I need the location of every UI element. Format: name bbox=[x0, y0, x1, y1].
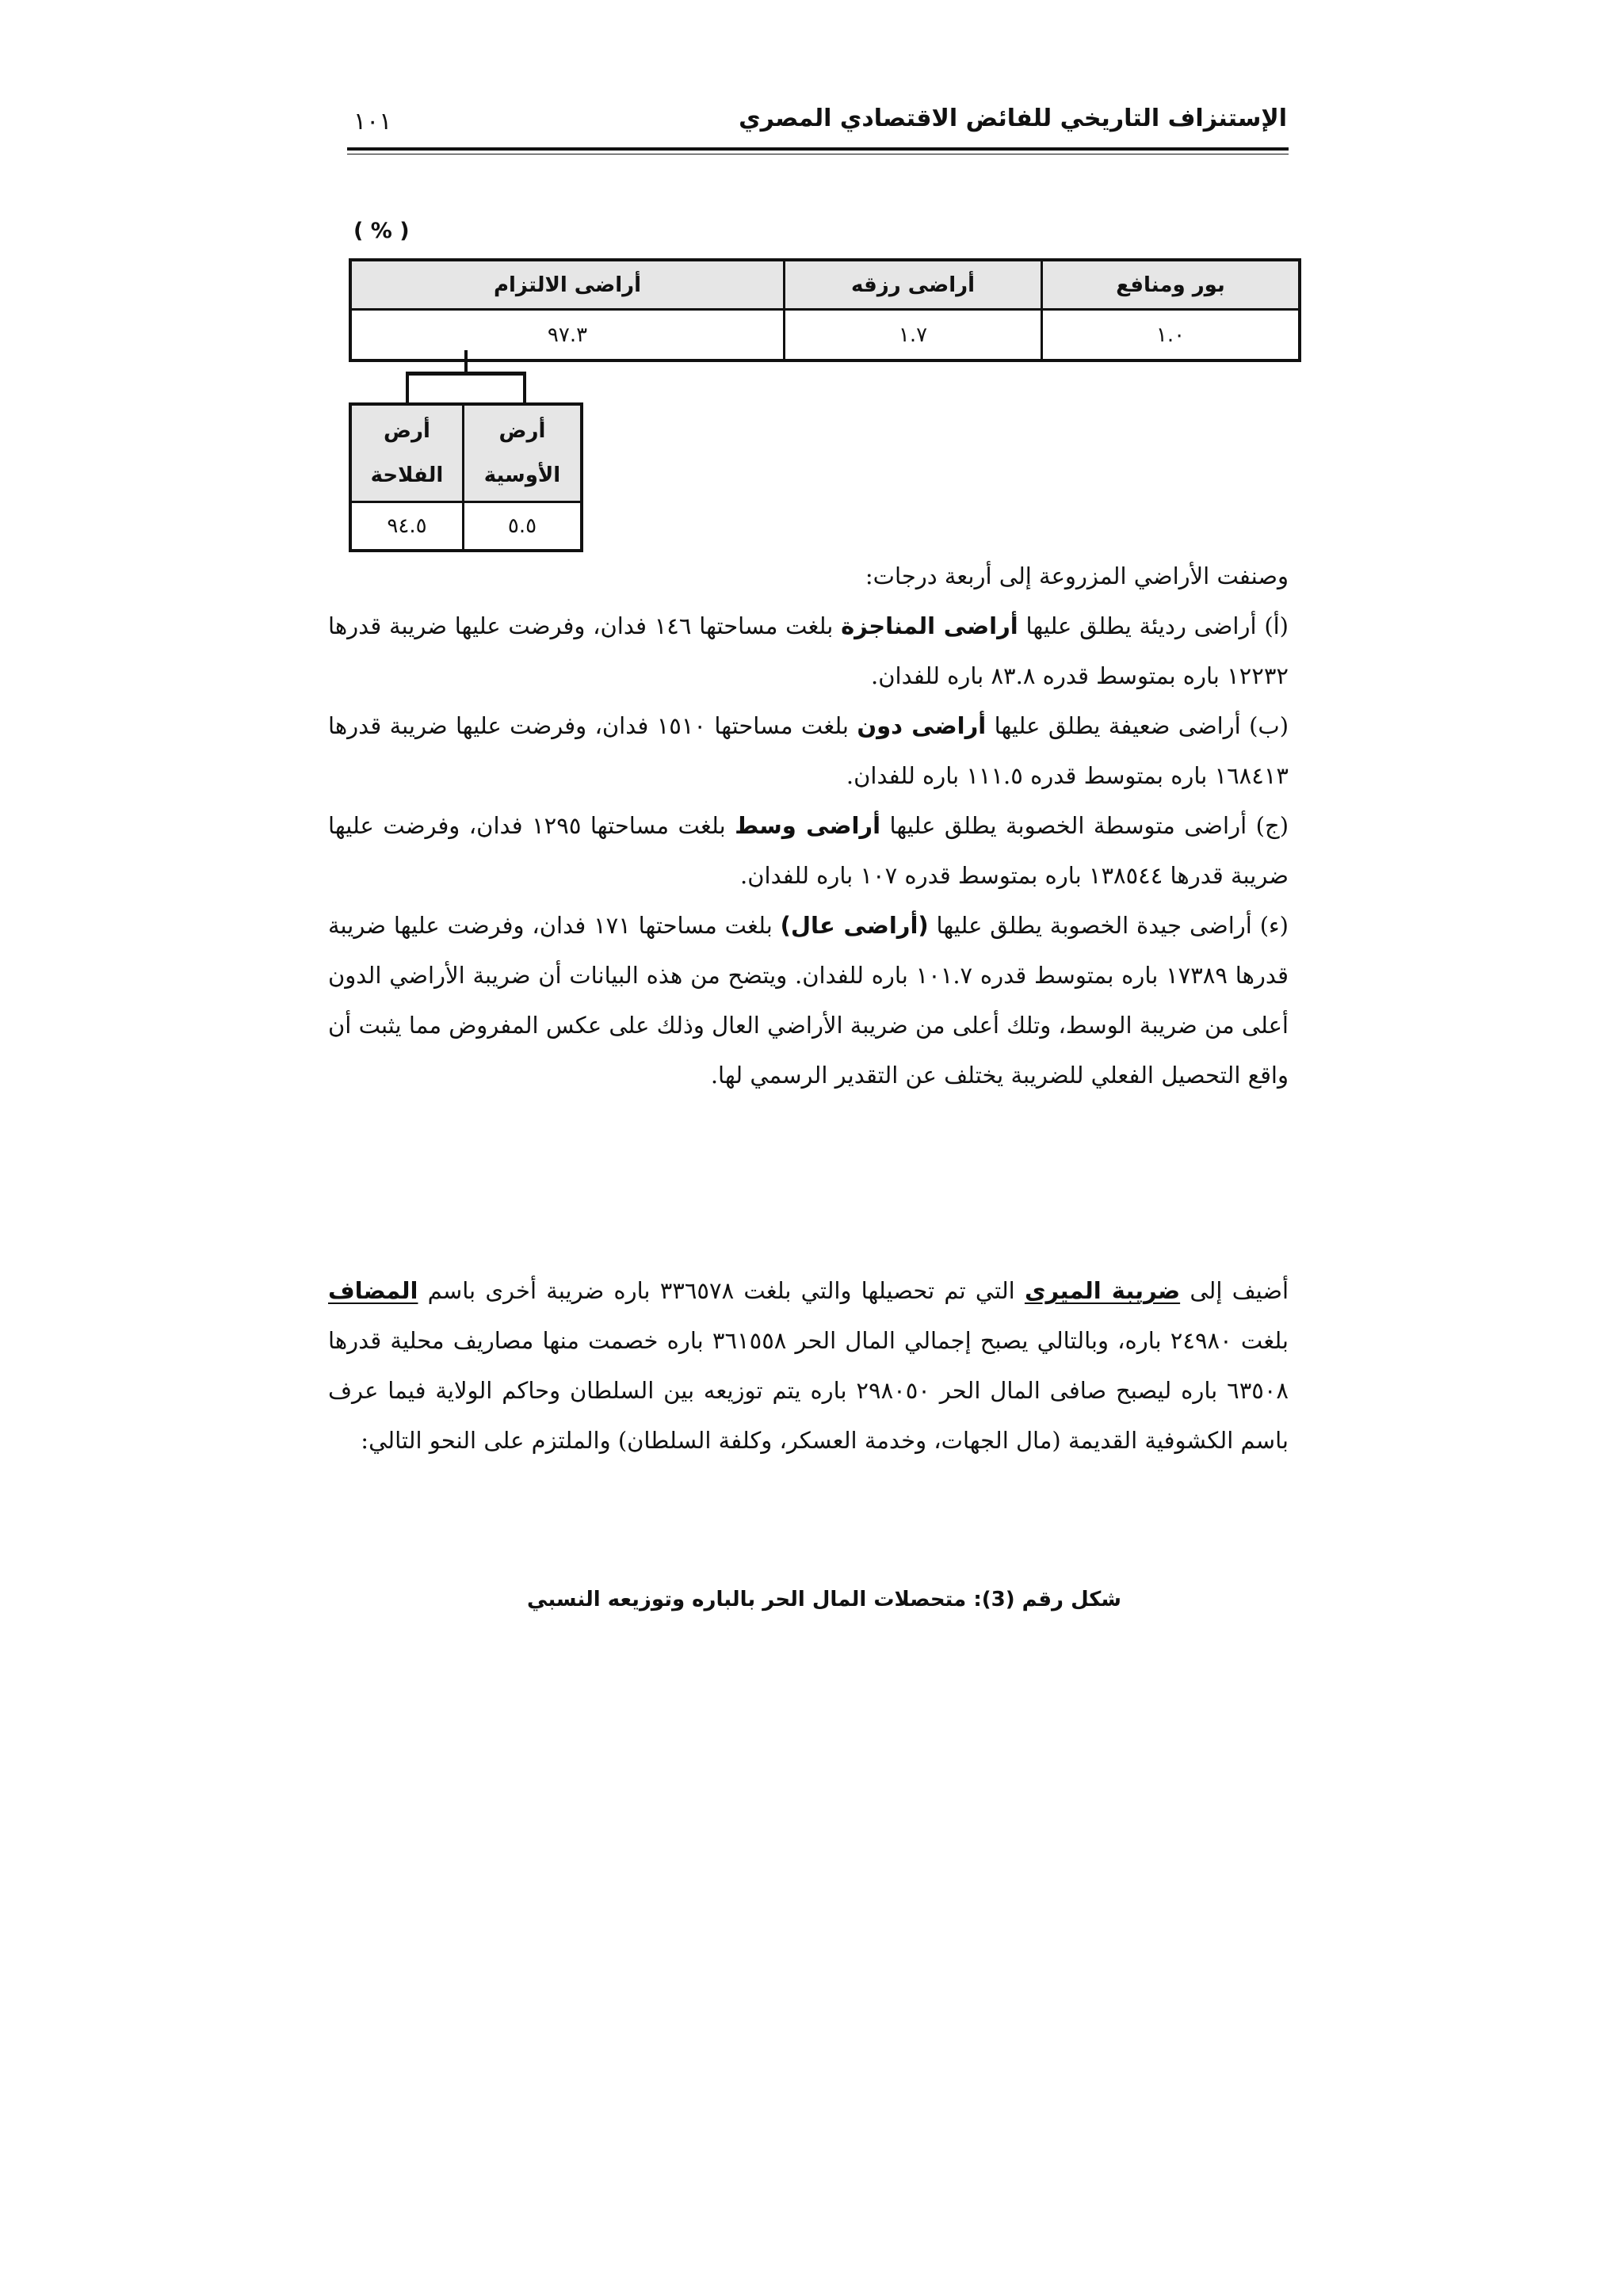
sub-table-header-row bbox=[350, 404, 582, 502]
table-cell: ٩٧.٣ bbox=[350, 310, 785, 361]
category-a-paragraph bbox=[328, 601, 1289, 701]
sub-header-line: أرض bbox=[498, 419, 546, 443]
page-number: ١٠١ bbox=[353, 108, 392, 135]
sub-table-row bbox=[350, 502, 582, 551]
category-a-term: أراضى المناجزة bbox=[841, 612, 1018, 639]
category-a-prefix: (أ) أراضى رديئة يطلق عليها bbox=[1018, 612, 1289, 639]
running-header-title: الإستنزاف التاريخي للفائض الاقتصادي المصري bbox=[739, 105, 1287, 132]
connector-stem bbox=[464, 350, 468, 373]
sub-header-line: أرض bbox=[384, 419, 430, 443]
sub-header-line: الفلاحة bbox=[370, 463, 444, 487]
category-b-text: بلغت مساحتها ١٥١٠ فدان، وفرضت عليها ضريبة قدرها ١٦٨٤١٣ باره بمتوسط قدره ١١١.٥ باره للفدان. bbox=[328, 712, 1289, 789]
table-cell: ١.٠ bbox=[1042, 310, 1300, 361]
figure-caption: شكل رقم (3): متحصلات المال الحر بالباره وتوزيعه النسبي bbox=[527, 1588, 1121, 1611]
category-c-prefix: (ج) أراضى متوسطة الخصوبة يطلق عليها bbox=[880, 812, 1289, 839]
free-money-text bbox=[328, 1266, 1289, 1466]
free-money-text-3: بلغت ٢٤٩٨٠ باره، وبالتالي يصبح إجمالي المال الحر ٣٦١٥٥٨ باره خصمت منها مصاريف محلية قدرها ٦٣٥٠٨ باره ليصبح صافى المال الحر ٢٩٨٠٥٠ باره يتم توزيعه بين السلطان وحاكم الولاية فيما عرف باسم الكشوفية القديمة (مال الجهات، وخدمة العسكر، وكلفة السلطان) والملتزم على النحو التالي: bbox=[328, 1327, 1289, 1454]
category-b-prefix: (ب) أراضى ضعيفة يطلق عليها bbox=[986, 712, 1289, 739]
sub-header-line: الأوسية bbox=[483, 463, 561, 487]
table-row bbox=[350, 310, 1300, 361]
mudaf-term: المضاف bbox=[328, 1277, 418, 1304]
sub-column-header bbox=[463, 404, 582, 502]
connector-bar bbox=[406, 372, 526, 376]
header-rule bbox=[347, 147, 1289, 154]
category-d-prefix: (ء) أراضى جيدة الخصوبة يطلق عليها bbox=[928, 912, 1289, 939]
column-header: أراضى الالتزام bbox=[350, 260, 785, 310]
free-money-text-1: أضيف إلى bbox=[1180, 1277, 1289, 1304]
column-header: بور ومنافع bbox=[1042, 260, 1300, 310]
sub-breakdown-table bbox=[349, 402, 583, 552]
table-cell: ١.٧ bbox=[785, 310, 1042, 361]
table-unit-label: ( % ) bbox=[353, 219, 410, 243]
category-d-paragraph bbox=[328, 901, 1289, 1100]
free-money-text-2: التي تم تحصيلها والتي بلغت ٣٣٦٥٧٨ باره ضريبة أخرى باسم bbox=[418, 1277, 1025, 1304]
miri-tax-term: ضريبة الميرى bbox=[1024, 1277, 1181, 1304]
column-header: أراضى رزقه bbox=[785, 260, 1042, 310]
free-money-paragraph bbox=[328, 1266, 1289, 1466]
category-b-paragraph bbox=[328, 701, 1289, 801]
category-b-term: أراضى دون bbox=[857, 712, 987, 739]
category-c-paragraph bbox=[328, 801, 1289, 901]
intro-paragraph: وصنفت الأراضي المزروعة إلى أربعة درجات: bbox=[865, 563, 1289, 589]
land-categories-text bbox=[328, 551, 1289, 1100]
category-c-text: بلغت مساحتها ١٢٩٥ فدان، وفرضت عليها ضريبة قدرها ١٣٨٥٤٤ باره بمتوسط قدره ١٠٧ باره للفدان. bbox=[328, 812, 1289, 889]
category-d-text: بلغت مساحتها ١٧١ فدان، وفرضت عليها ضريبة قدرها ١٧٣٨٩ باره بمتوسط قدره ١٠١.٧ باره للفدان. ويتضح من هذه البيانات أن ضريبة الأراضي الدون أعلى من ضريبة الوسط، وتلك أعلى من ضريبة الأراضي العال وذلك على عكس المفروض مما يثبت أن واقع التحصيل الفعلي للضريبة يختلف عن التقدير الرسمي لها. bbox=[328, 912, 1289, 1089]
sub-table-cell: ٥.٥ bbox=[463, 502, 582, 551]
category-d-term: (أراضى عال) bbox=[780, 912, 929, 939]
category-c-term: أراضى وسط bbox=[735, 812, 881, 839]
sub-table-cell: ٩٤.٥ bbox=[350, 502, 463, 551]
table-header-row bbox=[350, 260, 1300, 310]
sub-column-header bbox=[350, 404, 463, 502]
land-share-table bbox=[349, 258, 1301, 362]
category-a-text: بلغت مساحتها ١٤٦ فدان، وفرضت عليها ضريبة قدرها ١٢٢٣٢ باره بمتوسط قدره ٨٣.٨ باره للفدان. bbox=[328, 612, 1289, 689]
